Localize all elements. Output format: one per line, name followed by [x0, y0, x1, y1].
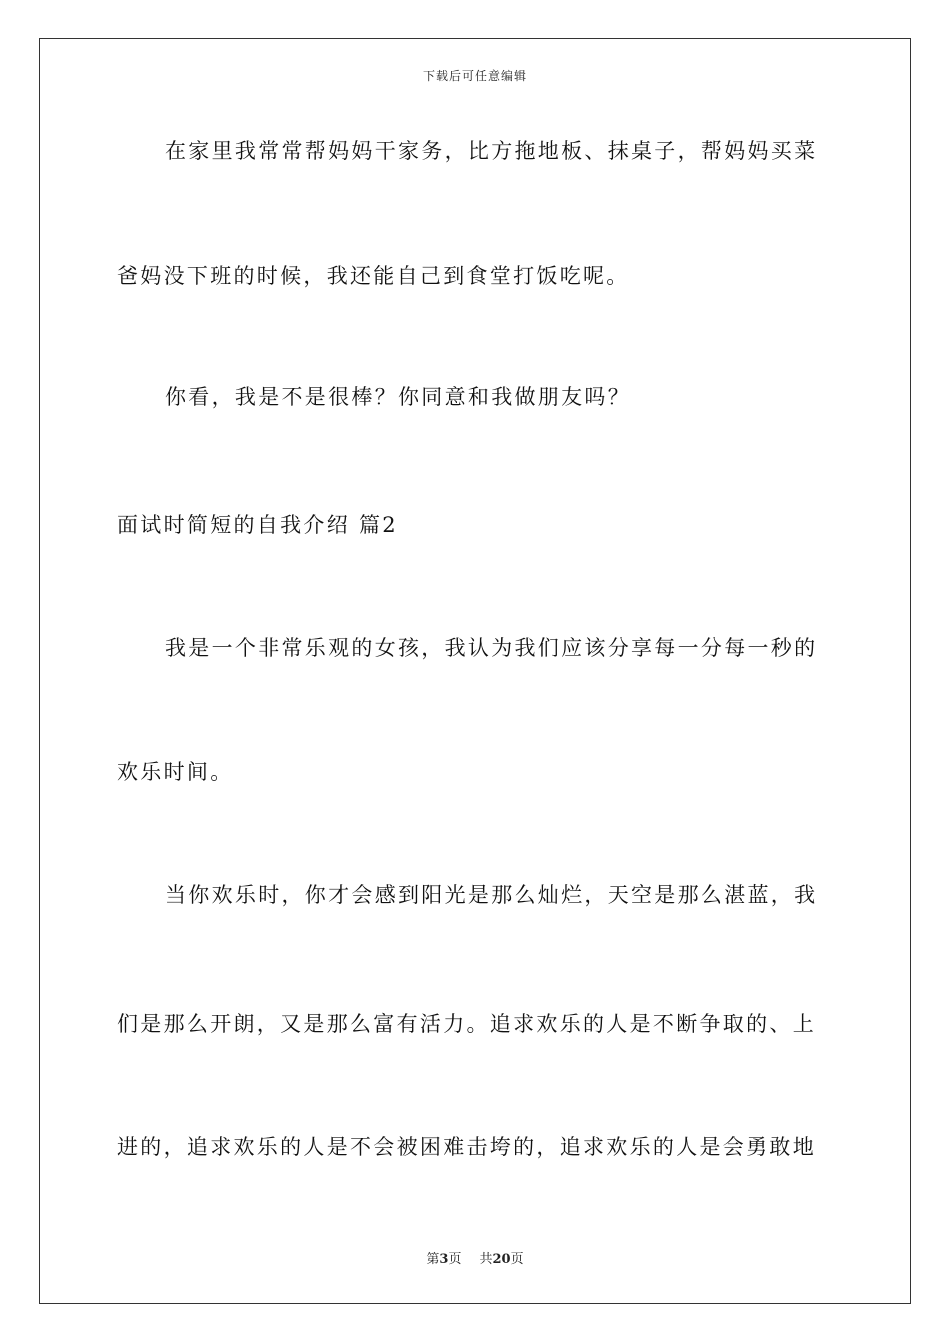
section-heading: 面试时简短的自我介绍 篇2 — [117, 513, 398, 537]
header-note: 下载后可任意编辑 — [422, 69, 527, 83]
total-pages: 20 — [492, 1252, 511, 1267]
page-prefix: 第 — [426, 1252, 440, 1267]
body-line-7: 当你欢乐时，你才会感到阳光是那么灿烂，天空是那么湛蓝，我 — [165, 883, 818, 907]
body-line-8: 们是那么开朗，又是那么富有活力。追求欢乐的人是不断争取的、上 — [117, 1012, 816, 1036]
page-frame — [39, 38, 911, 1304]
page-number: 3 — [439, 1252, 449, 1267]
body-line-2: 爸妈没下班的时候，我还能自己到食堂打饭吃呢。 — [117, 264, 630, 288]
body-line-1: 在家里我常常帮妈妈干家务，比方拖地板、抹桌子，帮妈妈买菜 — [165, 139, 818, 163]
total-suffix: 页 — [510, 1252, 524, 1267]
body-line-5: 我是一个非常乐观的女孩，我认为我们应该分享每一分每一秒的 — [165, 636, 818, 660]
body-line-6: 欢乐时间。 — [117, 760, 234, 784]
page-suffix: 页 — [448, 1252, 462, 1267]
body-line-9: 进的，追求欢乐的人是不会被困难击垮的，追求欢乐的人是会勇敢地 — [117, 1135, 816, 1159]
total-prefix: 共 — [479, 1252, 493, 1267]
body-line-3: 你看，我是不是很棒？你同意和我做朋友吗？ — [165, 385, 631, 409]
page-footer — [0, 1248, 950, 1267]
